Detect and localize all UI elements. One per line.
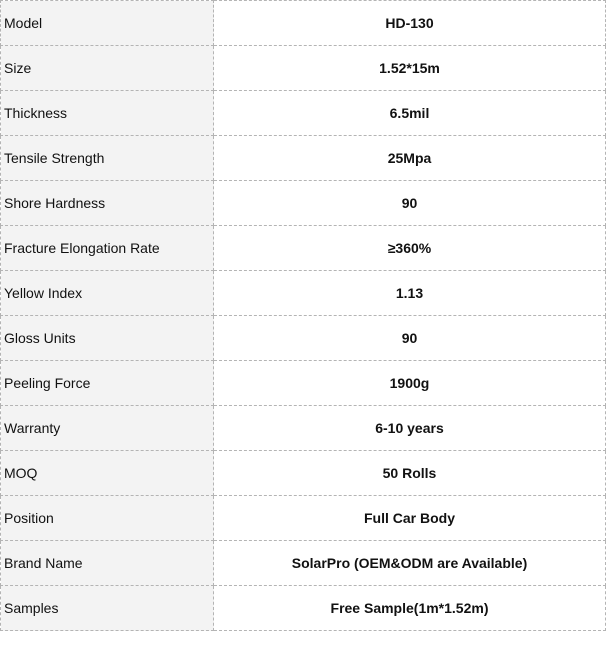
spec-row-brand-name [1,541,606,586]
spec-label: Shore Hardness [1,181,214,226]
spec-row-moq [1,451,606,496]
spec-label: Samples [1,586,214,631]
spec-value: 90 [214,316,606,361]
spec-row-size [1,46,606,91]
spec-value: HD-130 [214,1,606,46]
spec-label: Fracture Elongation Rate [1,226,214,271]
spec-label: Brand Name [1,541,214,586]
spec-label: Warranty [1,406,214,451]
spec-row-gloss-units [1,316,606,361]
spec-row-thickness [1,91,606,136]
spec-row-fracture-elongation-rate [1,226,606,271]
spec-value: 25Mpa [214,136,606,181]
spec-row-tensile-strength [1,136,606,181]
spec-label: Position [1,496,214,541]
spec-label: Model [1,1,214,46]
spec-value: 90 [214,181,606,226]
spec-label: Gloss Units [1,316,214,361]
spec-row-yellow-index [1,271,606,316]
spec-value: Free Sample(1m*1.52m) [214,586,606,631]
spec-value: 1.13 [214,271,606,316]
spec-value: SolarPro (OEM&ODM are Available) [214,541,606,586]
spec-row-model [1,1,606,46]
spec-label: Tensile Strength [1,136,214,181]
spec-row-samples [1,586,606,631]
spec-row-shore-hardness [1,181,606,226]
spec-label: Thickness [1,91,214,136]
spec-value: 1.52*15m [214,46,606,91]
spec-label: Peeling Force [1,361,214,406]
spec-value: 1900g [214,361,606,406]
spec-row-warranty [1,406,606,451]
spec-value: 6.5mil [214,91,606,136]
spec-row-position [1,496,606,541]
spec-value: 50 Rolls [214,451,606,496]
spec-label: Yellow Index [1,271,214,316]
spec-label: MOQ [1,451,214,496]
spec-row-peeling-force [1,361,606,406]
spec-value: ≥360% [214,226,606,271]
spec-value: 6-10 years [214,406,606,451]
spec-value: Full Car Body [214,496,606,541]
spec-label: Size [1,46,214,91]
